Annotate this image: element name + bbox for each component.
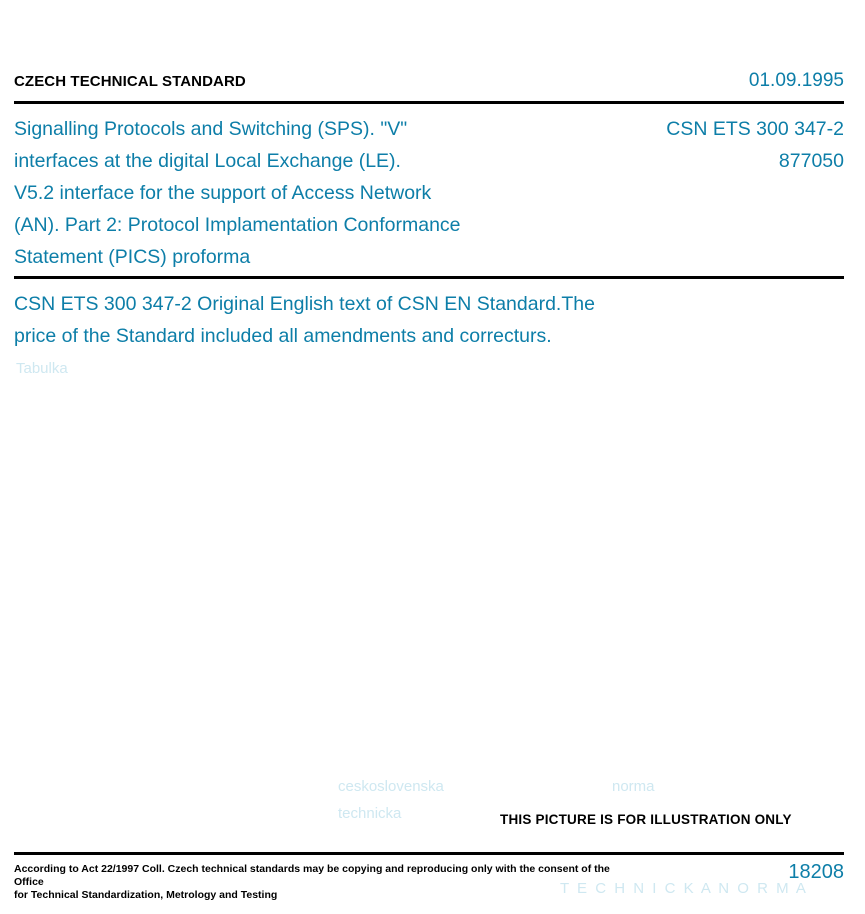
title-line: (AN). Part 2: Protocol Implamentation Conformance [14, 214, 461, 236]
standard-description [14, 288, 714, 352]
watermark-text: T E C H N I C K A N O R M A [560, 880, 808, 897]
title-line: V5.2 interface for the support of Access Network [14, 182, 432, 204]
standard-codes [666, 113, 844, 177]
title-line: Signalling Protocols and Switching (SPS). "V" [14, 118, 408, 140]
copyright-line: for Technical Standardization, Metrology and Testing [14, 889, 278, 901]
description-line: price of the Standard included all amendments and correcturs. [14, 325, 552, 347]
divider-middle [14, 276, 844, 279]
standard-title [14, 113, 574, 273]
standard-designation: CSN ETS 300 347-2 [666, 118, 844, 140]
header [14, 70, 844, 92]
watermark-text: ceskoslovenska [338, 778, 444, 795]
watermark-text: technicka [338, 805, 402, 822]
publication-date: 01.09.1995 [748, 70, 844, 91]
watermark-text: norma [612, 778, 655, 795]
standard-type-label: CZECH TECHNICAL STANDARD [14, 73, 246, 90]
divider-bottom [14, 852, 844, 855]
divider-top [14, 101, 844, 104]
watermark-text: Tabulka [16, 360, 68, 377]
title-line: Statement (PICS) proforma [14, 246, 251, 268]
illustration-notice: THIS PICTURE IS FOR ILLUSTRATION ONLY [500, 812, 792, 827]
description-line: CSN ETS 300 347-2 Original English text of CSN EN Standard.The [14, 293, 595, 315]
copyright-line: According to Act 22/1997 Coll. Czech technical standards may be copying and reproducing only with the consent of the Office [14, 863, 610, 888]
title-line: interfaces at the digital Local Exchange (LE). [14, 150, 401, 172]
copyright-notice [14, 863, 614, 902]
catalog-number: 877050 [778, 150, 844, 172]
document-number: 18208 [788, 861, 844, 883]
